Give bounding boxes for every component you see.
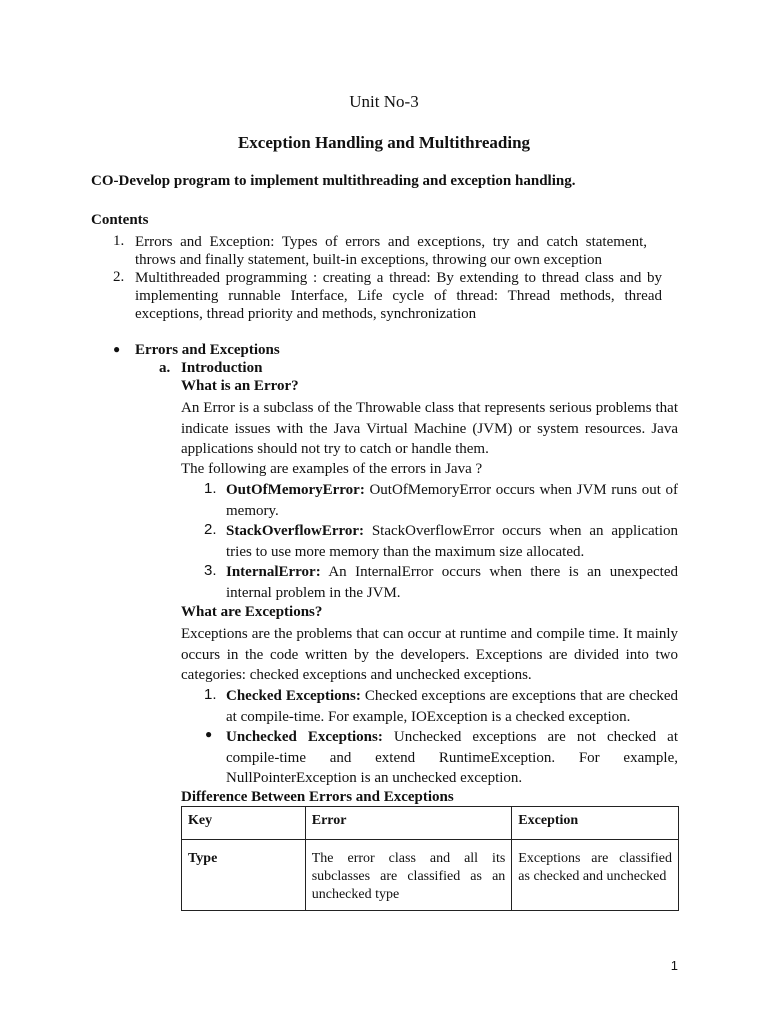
exception-description: Unchecked exceptions are not checked at compile-time and extend RuntimeException. For example, NullPointerException is an unchecked exception. (226, 729, 678, 786)
contents-item-number: 1. (113, 233, 125, 249)
error-item-number: 2. (204, 521, 217, 538)
exceptions-question-heading: What are Exceptions? (181, 604, 323, 620)
error-term: OutOfMemoryError: (226, 482, 365, 498)
error-description: An InternalError occurs when there is an unexpected internal problem in the JVM. (226, 564, 678, 601)
section-heading: Errors and Exceptions (135, 342, 280, 358)
error-description: StackOverflowError occurs when an application tries to use more memory than the maximum size allocated. (226, 523, 678, 560)
exception-term: Unchecked Exceptions: (226, 729, 383, 745)
exception-item-bullet: ● (205, 727, 213, 741)
table-header-cell: Key (182, 807, 306, 840)
error-term: InternalError: (226, 564, 321, 580)
exception-item (226, 727, 678, 789)
table-cell: Type (182, 840, 306, 911)
exception-description: Checked exceptions are exceptions that are checked at compile-time. For example, IOException is a checked exception. (226, 688, 679, 725)
exception-item (226, 686, 678, 727)
error-item (226, 562, 678, 603)
exception-item-number: 1. (204, 686, 217, 703)
error-item (226, 480, 678, 521)
contents-heading: Contents (91, 212, 149, 228)
document-title: Exception Handling and Multithreading (237, 133, 531, 152)
unit-label: Unit No-3 (349, 92, 419, 111)
table-caption: Difference Between Errors and Exceptions (181, 789, 454, 805)
exception-term: Checked Exceptions: (226, 688, 361, 704)
contents-item: Errors and Exception: Types of errors and exceptions, try and catch statement, throws and finally statement, built-in exceptions, throwing our own exception (135, 234, 647, 268)
error-description: OutOfMemoryError occurs when JVM runs out of memory. (226, 482, 678, 519)
error-item-number: 3. (204, 562, 217, 579)
examples-intro: The following are examples of the errors in Java ? (181, 461, 483, 477)
error-question-heading: What is an Error? (181, 378, 299, 394)
table-cell: Exceptions are classified as checked and unchecked (512, 840, 679, 911)
page-number: 1 (670, 958, 678, 973)
exceptions-paragraph: Exceptions are the problems that can occur at runtime and compile time. It mainly occurs in the code written by the developers. Exceptions are divided into two categories: checked exceptions and unchecked exceptions. (181, 626, 678, 683)
error-term: StackOverflowError: (226, 523, 365, 539)
course-outcome: CO-Develop program to implement multithreading and exception handling. (91, 173, 576, 189)
table-header-row (182, 807, 679, 840)
comparison-table (181, 806, 679, 911)
subsection-label: a. (159, 360, 171, 376)
error-paragraph: An Error is a subclass of the Throwable class that represents serious problems that indicate issues with the Java Virtual Machine (JVM) or system resources. Java applications should not try to catch or handle them. (181, 400, 678, 457)
contents-item-number: 2. (113, 269, 125, 285)
error-item-number: 1. (204, 480, 217, 497)
subsection-heading: Introduction (181, 360, 263, 376)
table-row (182, 840, 679, 911)
contents-item: Multithreaded programming : creating a thread: By extending to thread class and by implementing runnable Interface, Life cycle of thread: Thread methods, thread exceptions, thread priority and methods, synchronization (135, 270, 662, 322)
table-cell: The error class and all its subclasses are classified as an unchecked type (305, 840, 512, 911)
error-item (226, 521, 678, 562)
section-bullet: ● (113, 342, 121, 356)
table-header-cell: Exception (512, 807, 679, 840)
table-header-cell: Error (305, 807, 512, 840)
